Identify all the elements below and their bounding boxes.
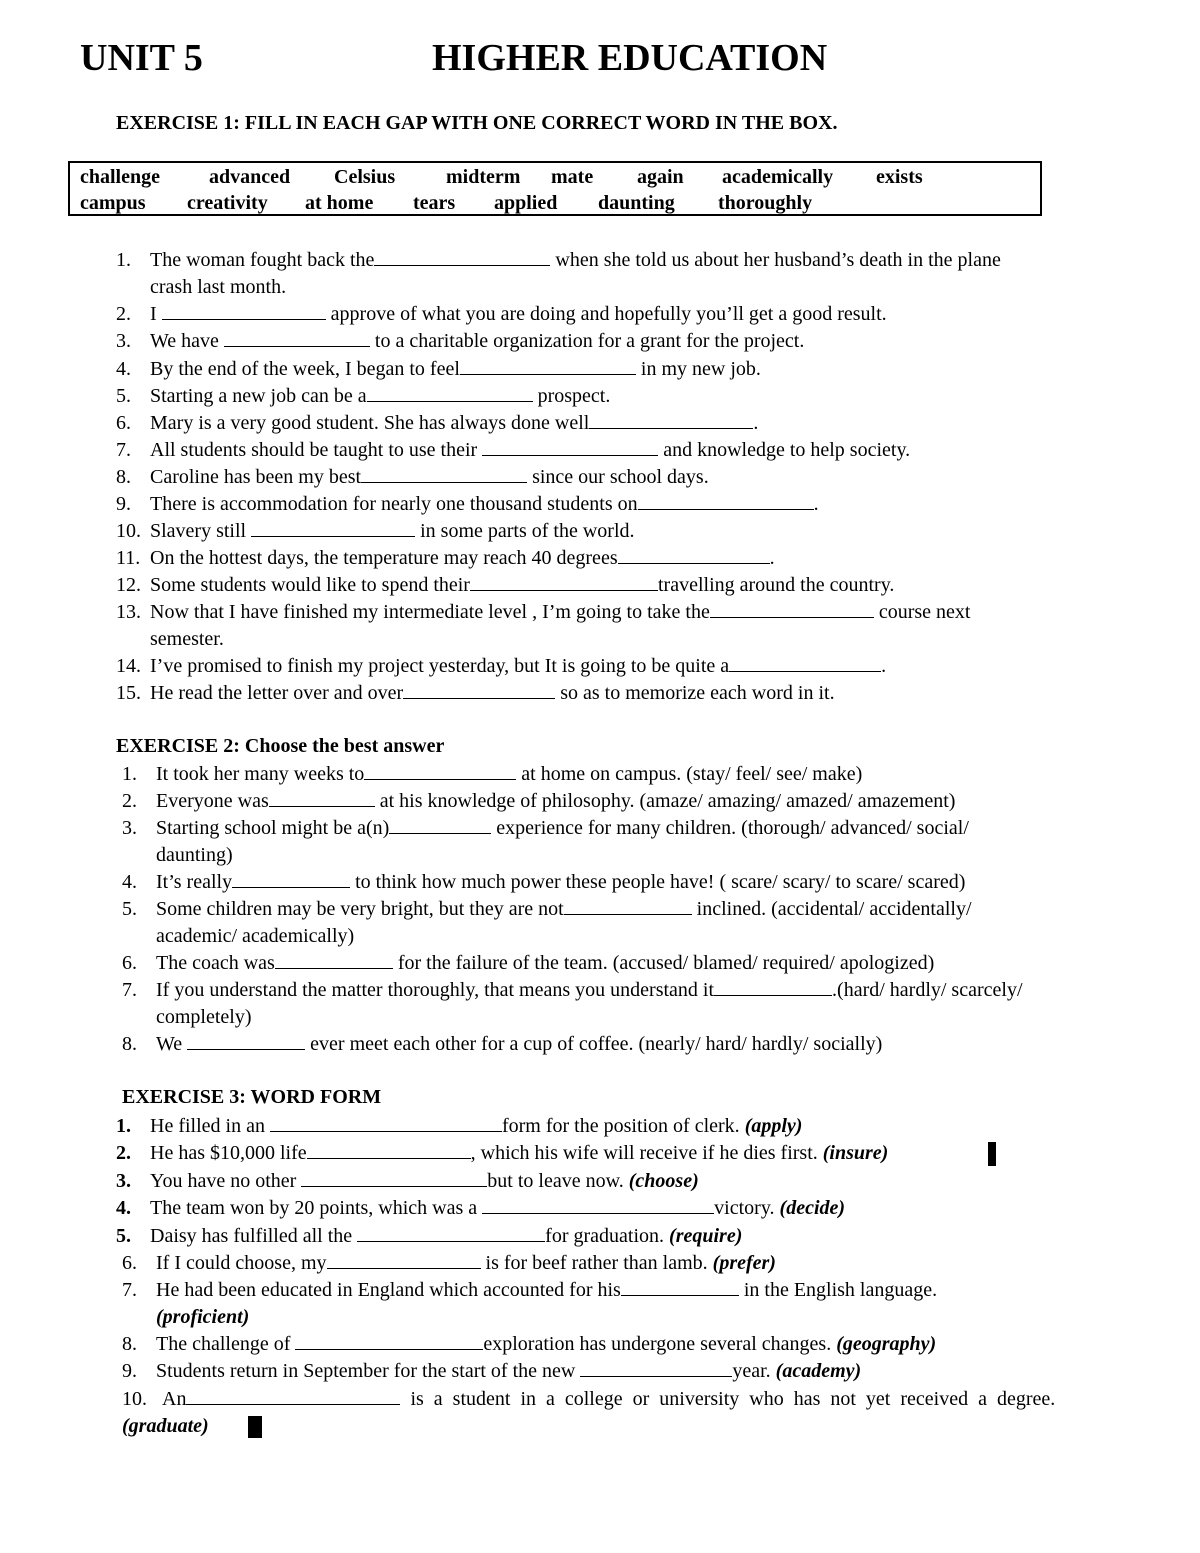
answer-blank[interactable] [361, 464, 527, 483]
answer-blank[interactable] [374, 247, 550, 266]
word-again: again [637, 166, 684, 188]
answer-blank[interactable] [187, 1031, 305, 1050]
answer-blank[interactable] [269, 788, 375, 807]
word-at-home: at home [305, 192, 374, 214]
word-exists: exists [876, 166, 923, 188]
answer-blank[interactable] [270, 1113, 502, 1132]
answer-blank[interactable] [589, 410, 753, 429]
answer-blank[interactable] [301, 1168, 487, 1187]
exercise-2-heading: EXERCISE 2: Choose the best answer [116, 735, 445, 757]
answer-blank[interactable] [460, 356, 636, 375]
word-challenge: challenge [80, 166, 160, 188]
answer-blank[interactable] [714, 977, 832, 996]
answer-blank[interactable] [729, 653, 881, 672]
answer-blank[interactable] [621, 1277, 739, 1296]
answer-blank[interactable] [275, 950, 393, 969]
answer-blank[interactable] [482, 1195, 714, 1214]
answer-blank[interactable] [162, 301, 326, 320]
answer-blank[interactable] [251, 518, 415, 537]
answer-blank[interactable] [470, 572, 658, 591]
page-title [80, 36, 828, 80]
ex3-item-hint: (graduate) [122, 1415, 209, 1437]
text-cursor [988, 1142, 996, 1166]
ex2-item-cont: academic/ academically) [156, 925, 355, 947]
word-thoroughly: thoroughly [718, 192, 813, 214]
word-midterm: midterm [446, 166, 521, 188]
ex3-item-hint: (proficient) [156, 1306, 250, 1328]
answer-blank[interactable] [564, 896, 692, 915]
answer-blank[interactable] [710, 599, 874, 618]
word-daunting: daunting [598, 192, 675, 214]
word-box [68, 161, 1042, 216]
word-mate: mate [551, 166, 594, 188]
word-applied: applied [494, 192, 558, 214]
answer-blank[interactable] [618, 545, 770, 564]
unit-label: UNIT 5 [80, 37, 203, 79]
answer-blank[interactable] [482, 437, 658, 456]
answer-blank[interactable] [186, 1386, 400, 1405]
word-academically: academically [722, 166, 834, 188]
answer-blank[interactable] [357, 1223, 545, 1242]
ex1-item-cont: semester. [150, 628, 224, 650]
word-advanced: advanced [209, 166, 291, 188]
word-campus: campus [80, 192, 146, 214]
answer-blank[interactable] [327, 1250, 481, 1269]
word-creativity: creativity [187, 192, 268, 214]
ex2-item-cont: completely) [156, 1006, 252, 1028]
answer-blank[interactable] [580, 1358, 732, 1377]
answer-blank[interactable] [364, 761, 516, 780]
unit-title: HIGHER EDUCATION [432, 37, 828, 79]
ex2-item-cont: daunting) [156, 844, 233, 866]
answer-blank[interactable] [307, 1140, 471, 1159]
exercise-3-heading: EXERCISE 3: WORD FORM [122, 1086, 382, 1108]
answer-blank[interactable] [232, 869, 350, 888]
word-celsius: Celsius [334, 166, 396, 188]
answer-blank[interactable] [367, 383, 533, 402]
ex1-item-cont: crash last month. [150, 276, 287, 298]
answer-blank[interactable] [389, 815, 491, 834]
exercise-1-heading: EXERCISE 1: FILL IN EACH GAP WITH ONE CORRECT WORD IN THE BOX. [116, 112, 838, 134]
answer-blank[interactable] [224, 328, 370, 347]
answer-blank[interactable] [638, 491, 814, 510]
answer-blank[interactable] [403, 680, 555, 699]
text-cursor [248, 1416, 262, 1438]
answer-blank[interactable] [295, 1331, 483, 1350]
word-tears: tears [413, 192, 456, 214]
